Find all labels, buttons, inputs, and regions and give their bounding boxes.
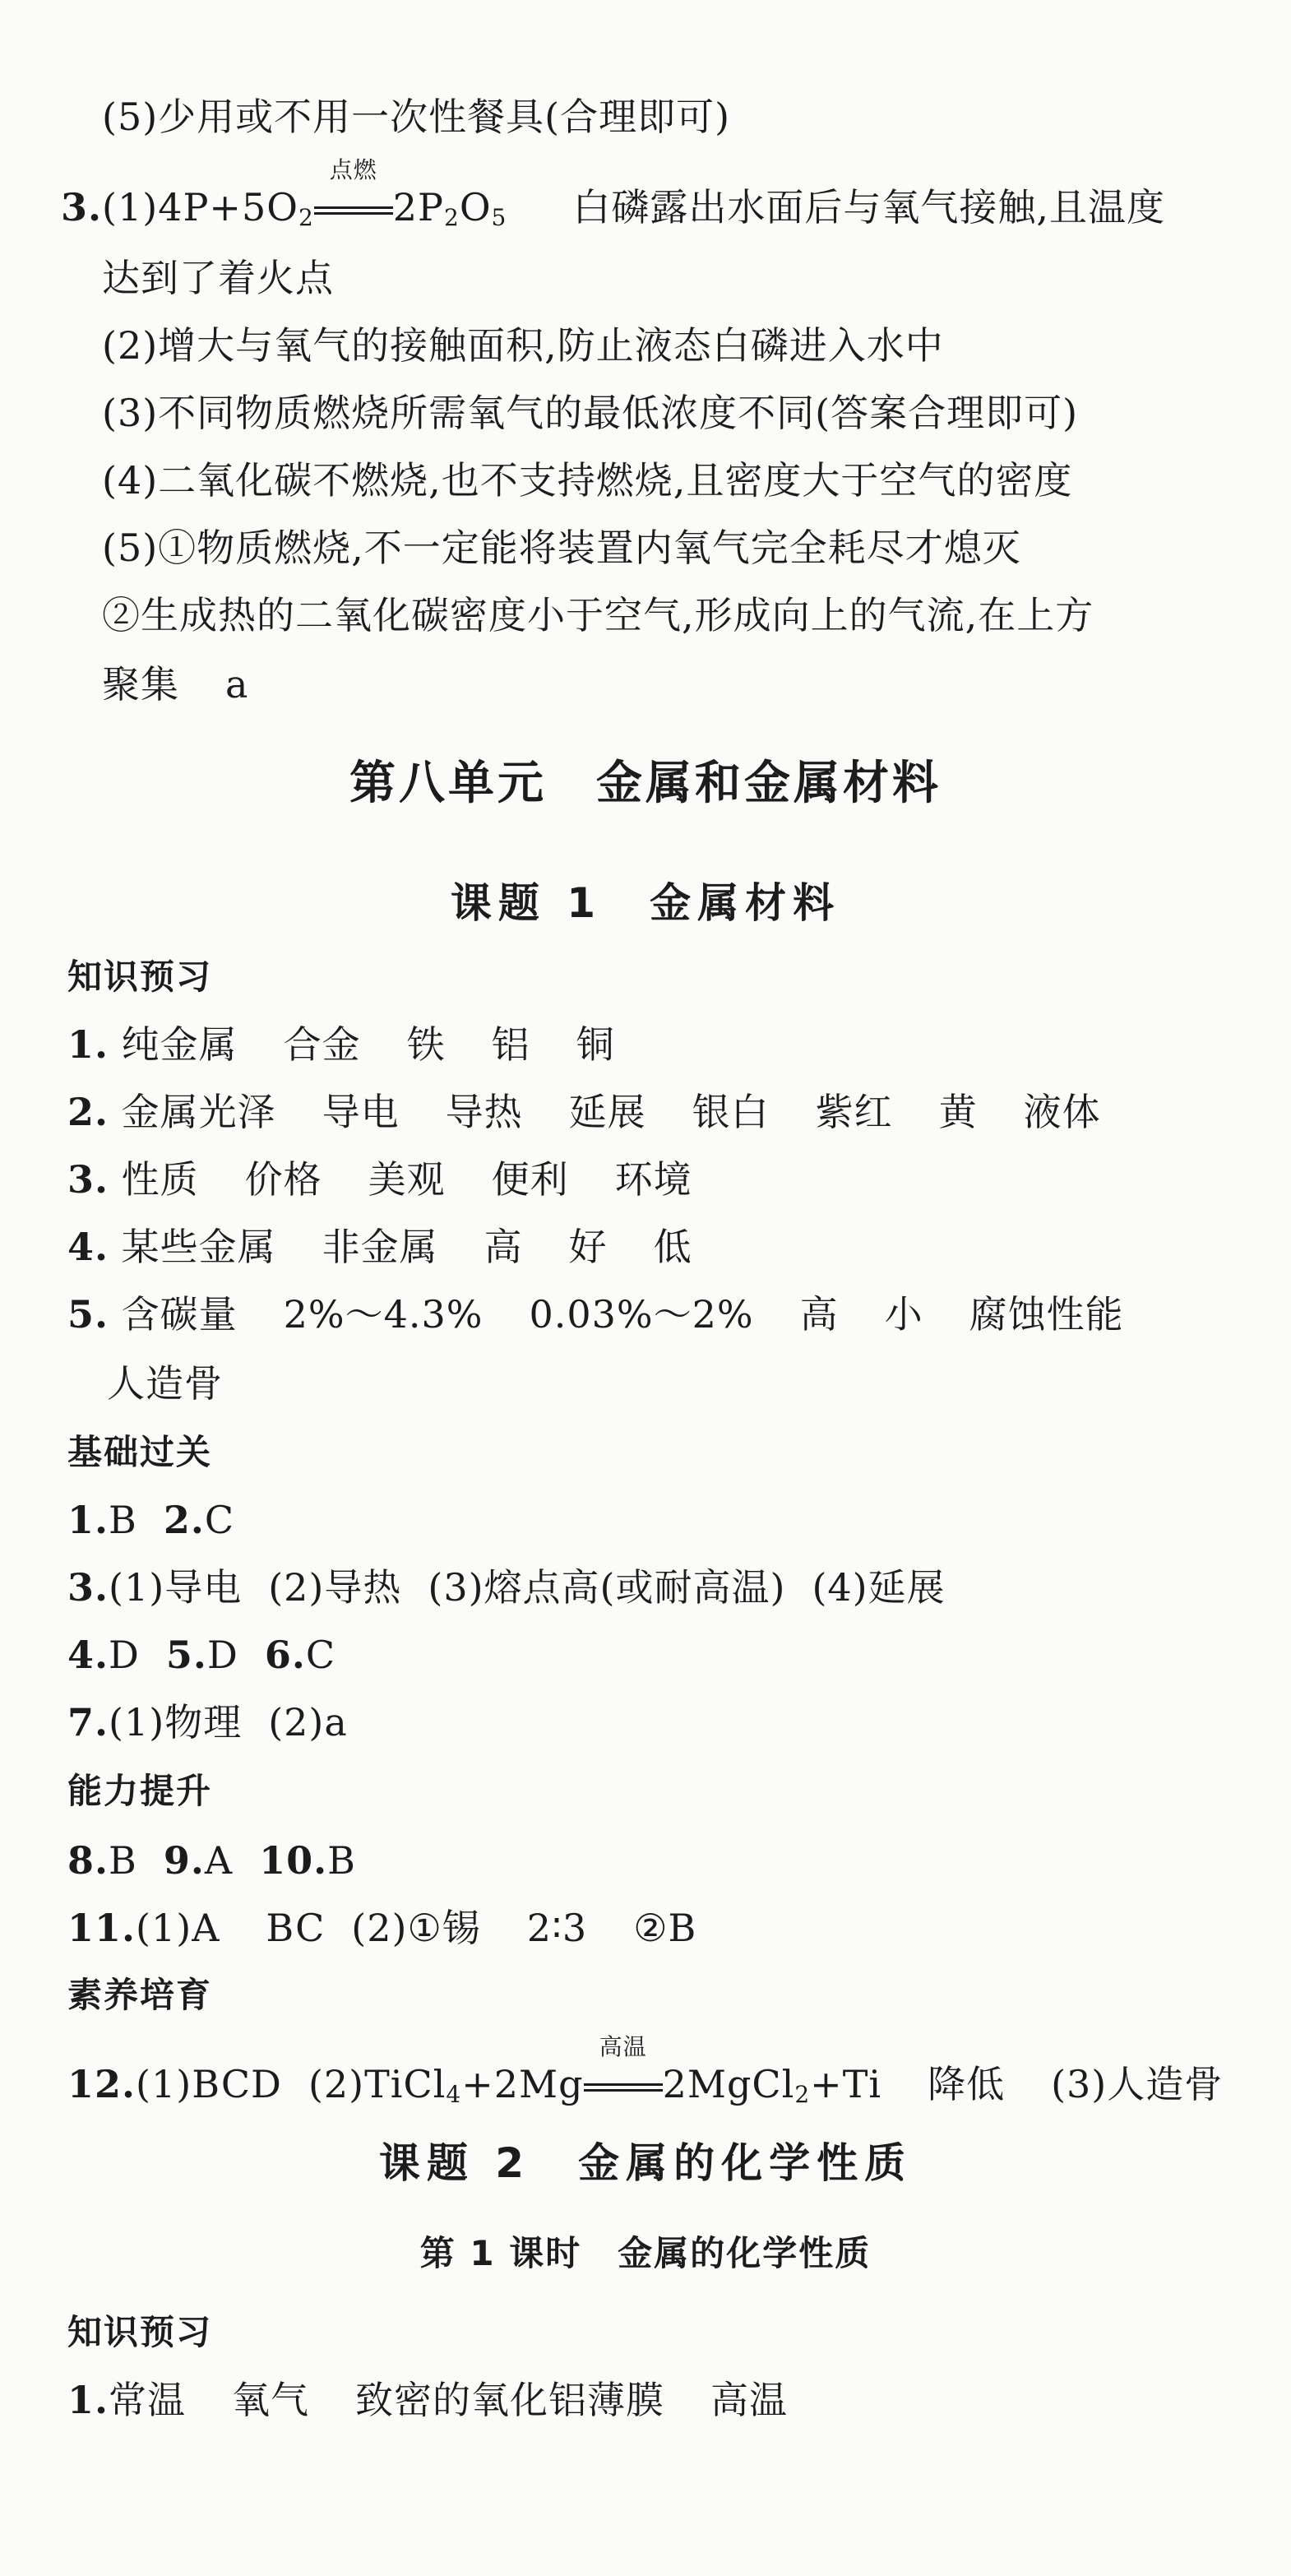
reaction-condition [314, 156, 393, 232]
question-number: 4. [67, 1633, 109, 1677]
answer-item: (3)熔点高(或耐高温) [428, 1565, 786, 1610]
answer-line-k4 [67, 1222, 692, 1272]
question-number: 10. [259, 1838, 328, 1883]
answer-item: C [305, 1633, 336, 1677]
subscript: 5 [491, 204, 507, 231]
question-number: 8. [67, 1838, 109, 1883]
section-heading: 素养培育 [67, 1975, 213, 2015]
answer-item: 铝 [491, 1022, 530, 1067]
answer-text: 聚集 [102, 662, 179, 707]
question-number: 2. [163, 1498, 205, 1542]
answer-item: 性质 [121, 1157, 199, 1202]
equation-reactants: +2Mg [461, 2062, 584, 2106]
answer-line-q2-5 [102, 92, 730, 141]
answer-item: 含碳量 [121, 1292, 238, 1337]
question-number: 11. [67, 1906, 137, 1950]
question-number: 9. [163, 1838, 205, 1883]
answer-line-c11 [67, 1903, 696, 1953]
equation-product: 2MgCl [662, 2062, 795, 2106]
answer-item: 常温 [109, 2378, 187, 2422]
answer-item: (1)物理 [109, 1700, 243, 1744]
answer-item: 紫红 [815, 1090, 893, 1134]
answer-item: 铜 [576, 1022, 615, 1067]
answer-line-k3 [67, 1155, 692, 1204]
condition-label: 点燃 [329, 156, 377, 183]
answer-item: (1)导电 [109, 1565, 243, 1610]
answer-line [102, 321, 944, 370]
answer-item: 氧气 [232, 2378, 310, 2422]
answer-line-b7 [67, 1698, 348, 1747]
question-number: 1. [67, 1022, 109, 1067]
answer-item: ②B [633, 1906, 697, 1950]
answer-item: (1)BCD [136, 2062, 282, 2106]
subscript: 2 [298, 204, 314, 231]
answer-item: B [109, 1498, 137, 1542]
answer-item: 高温 [710, 2378, 789, 2422]
question-number: 2. [67, 1090, 109, 1134]
equation-reactants: (2)TiCl [308, 2062, 447, 2106]
answer-line-k1 [67, 1020, 615, 1069]
answer-item: 降低 [928, 2062, 1006, 2106]
answer-item: B [327, 1838, 356, 1883]
answer-item: C [204, 1498, 235, 1542]
answer-line [102, 523, 1021, 572]
answer-item: 金属光泽 [121, 1090, 276, 1134]
answer-item: 小 [884, 1292, 923, 1337]
answer-item: B [109, 1838, 137, 1883]
answer-line-d12 [67, 2033, 1224, 2120]
answer-item: 延展 [568, 1090, 646, 1134]
answer-text: (3)不同物质燃烧所需氧气的最低浓度不同(答案合理即可) [102, 391, 1079, 435]
answer-text: (5)①物质燃烧,不一定能将装置内氧气完全耗尽才熄灭 [102, 526, 1021, 570]
section-heading: 知识预习 [67, 2312, 213, 2352]
subscript: 2 [794, 2081, 811, 2108]
answer-item: 非金属 [322, 1225, 438, 1269]
answer-item: 便利 [491, 1157, 569, 1202]
question-number: 3. [67, 1565, 109, 1610]
answer-item: 价格 [244, 1157, 322, 1202]
answer-item: 高 [799, 1292, 839, 1337]
subscript: 2 [443, 204, 460, 231]
answer-line-k5 [67, 1290, 1124, 1339]
answer-item: 导电 [322, 1090, 400, 1134]
answer-line-b4 [67, 1630, 335, 1679]
answer-item: D [206, 1633, 238, 1677]
lesson-title: 第 1 课时 金属的化学性质 [419, 2233, 872, 2273]
answer-text: (2)增大与氧气的接触面积,防止液态白磷进入水中 [102, 323, 944, 368]
answer-text: (4)二氧化碳不燃烧,也不支持燃烧,且密度大于空气的密度 [102, 458, 1073, 503]
answer-item: (3)人造骨 [1051, 2062, 1224, 2106]
answer-item: (1)A [136, 1906, 220, 1950]
equation-product: 2P [392, 185, 444, 229]
answer-text: (5)少用或不用一次性餐具(合理即可) [102, 95, 731, 139]
answer-item: 黄 [938, 1090, 978, 1134]
answer-item: 某些金属 [121, 1225, 276, 1269]
unit-title: 第八单元 金属和金属材料 [349, 757, 942, 810]
answer-text: ②生成热的二氧化碳密度小于空气,形成向上的气流,在上方 [102, 593, 1094, 637]
answer-line [102, 388, 1078, 438]
answer-item: 环境 [614, 1157, 692, 1202]
answer-item: 银白 [692, 1090, 770, 1134]
answer-item: BC [266, 1906, 326, 1950]
answer-item: 2∶3 [526, 1906, 588, 1950]
section-heading: 基础过关 [67, 1432, 213, 1472]
question-number: 5. [67, 1292, 109, 1337]
answer-line-b3 [67, 1563, 946, 1612]
answer-item: 高 [484, 1225, 523, 1269]
section-heading: 知识预习 [67, 957, 213, 997]
answer-item: 0.03%～2% [529, 1292, 754, 1337]
question-number: 5. [165, 1633, 207, 1677]
subscript: 4 [446, 2081, 462, 2108]
answer-item: (2)导热 [268, 1565, 402, 1610]
topic-title: 课题 1 金属材料 [450, 879, 841, 927]
equation-product: O [459, 185, 492, 229]
answer-item: 人造骨 [107, 1361, 223, 1406]
question-number: 7. [67, 1700, 109, 1744]
reaction-condition [584, 2033, 663, 2109]
question-number: 3. [67, 1157, 109, 1202]
question-number: 6. [264, 1633, 306, 1677]
answer-item: 2%～4.3% [283, 1292, 484, 1337]
answer-item: 导热 [445, 1090, 523, 1134]
answer-item: 纯金属 [121, 1022, 238, 1067]
equation-product: +Ti [810, 2062, 882, 2106]
answer-item: (2)①锡 [351, 1906, 481, 1950]
answer-line-c8 [67, 1836, 356, 1885]
answer-item: 致密的氧化铝薄膜 [355, 2378, 665, 2422]
answer-text: a [225, 662, 249, 707]
answer-item: 好 [568, 1225, 608, 1269]
answer-line-k5-cont [107, 1359, 223, 1408]
answer-item: D [109, 1633, 140, 1677]
answer-line [102, 660, 248, 709]
question-number: 3. [61, 185, 103, 229]
answer-item: 腐蚀性能 [969, 1292, 1124, 1337]
answer-line-b1 [67, 1495, 234, 1545]
question-number: 4. [67, 1225, 109, 1269]
answer-line [102, 456, 1072, 505]
answer-text: 白磷露出水面后与氧气接触,且温度 [572, 185, 1165, 229]
answer-item: (2)a [268, 1700, 348, 1744]
answer-line-q3-1 [61, 156, 1165, 243]
answer-item: 低 [653, 1225, 692, 1269]
answer-item: 液体 [1023, 1090, 1101, 1134]
answer-item: (4)延展 [812, 1565, 946, 1610]
question-number: 1. [67, 2378, 109, 2422]
question-number: 12. [67, 2062, 137, 2106]
answer-text: 达到了着火点 [102, 256, 334, 300]
answer-line [102, 591, 1094, 640]
question-number: 1. [67, 1498, 109, 1542]
section-heading: 能力提升 [67, 1771, 213, 1811]
answer-line-e1 [67, 2375, 788, 2425]
answer-item: 合金 [283, 1022, 361, 1067]
answer-item: A [204, 1838, 234, 1883]
equals-bar [584, 2083, 663, 2092]
answer-line [102, 253, 334, 303]
equation-reactants: (1)4P+5O [102, 185, 298, 229]
answer-item: 铁 [406, 1022, 446, 1067]
answer-item: 美观 [368, 1157, 446, 1202]
equals-bar [314, 206, 393, 215]
topic-title: 课题 2 金属的化学性质 [378, 2139, 913, 2187]
condition-label: 高温 [599, 2033, 647, 2060]
answer-line-k2 [67, 1087, 1101, 1137]
